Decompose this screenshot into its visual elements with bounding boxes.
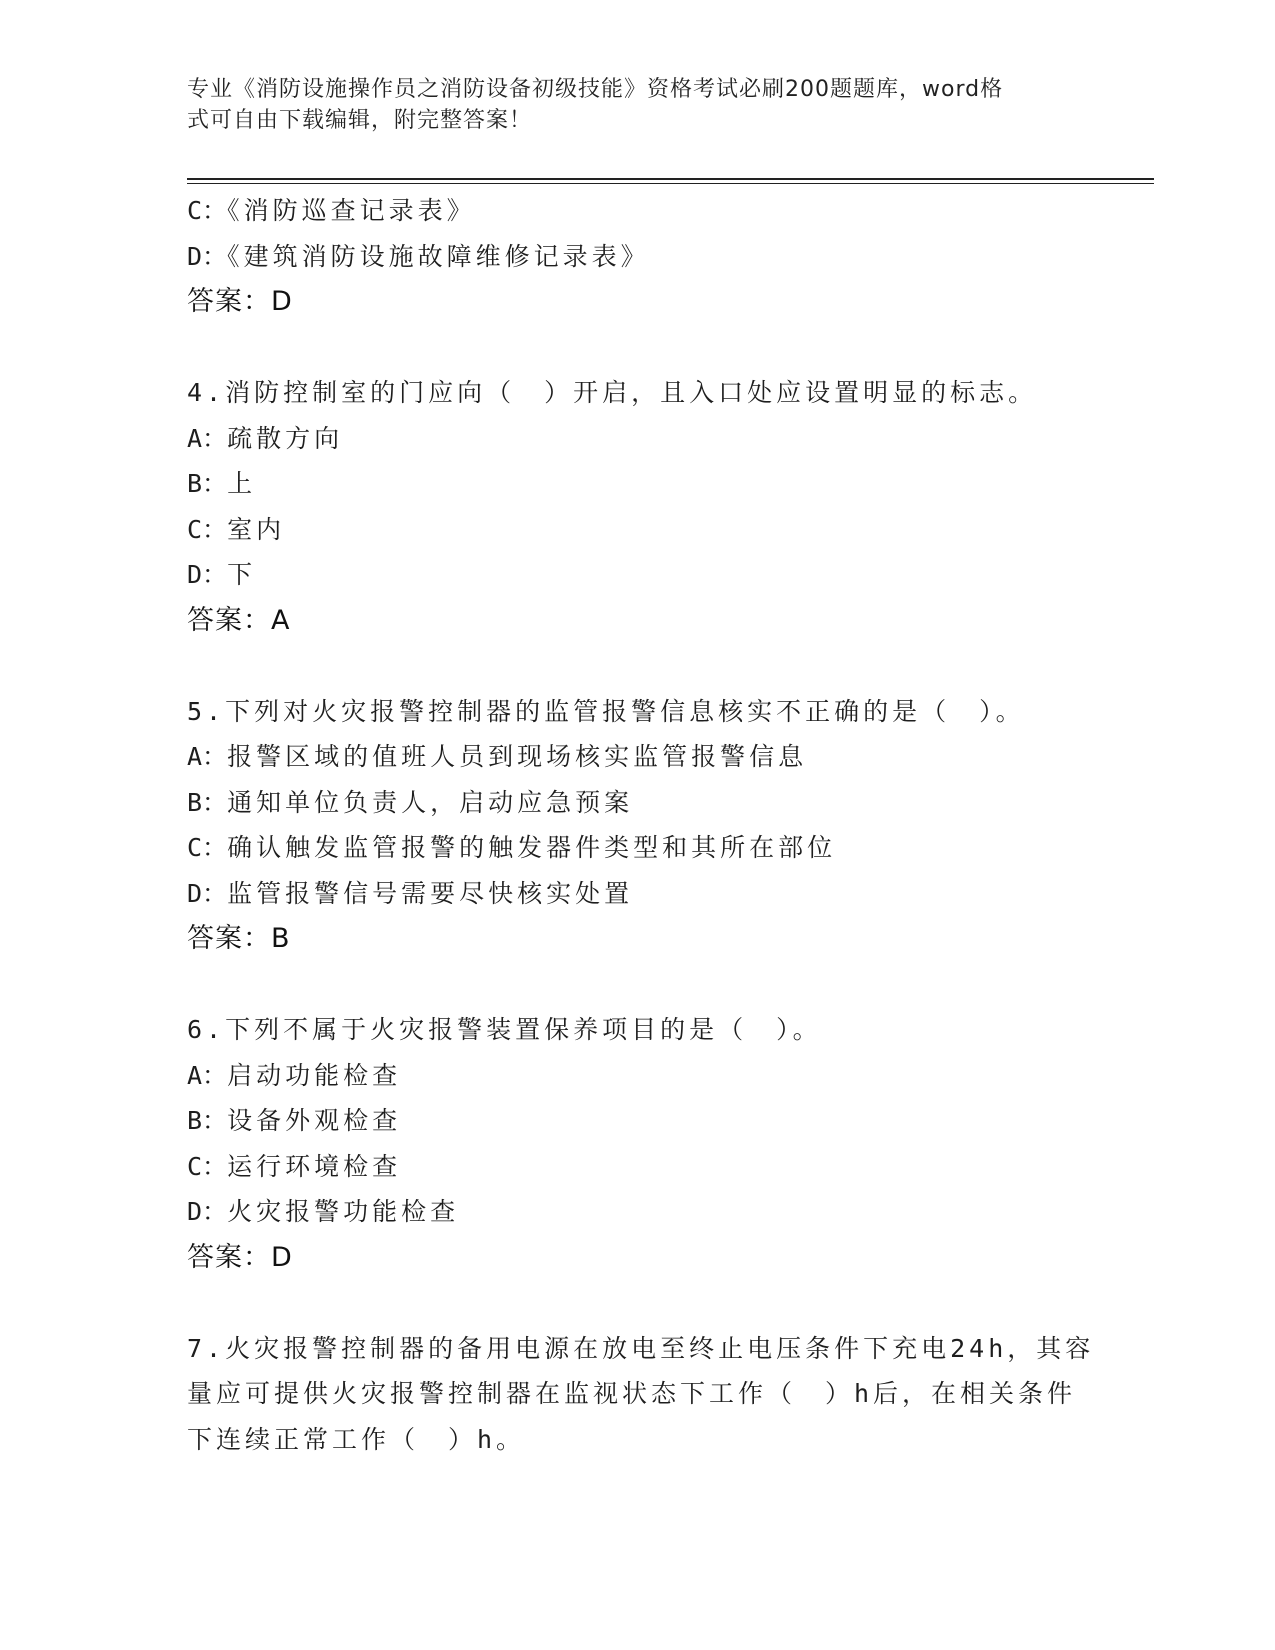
spacer <box>187 1280 1087 1326</box>
header-divider-thin <box>187 183 1154 184</box>
question-stem-line-3: 下连续正常工作（ ）h。 <box>187 1424 526 1454</box>
question-7 <box>187 1326 1095 1463</box>
question-stem: 5.下列对火灾报警控制器的监管报警信息核实不正确的是（ ）。 <box>187 696 1025 726</box>
question-stem-line-2: 量应可提供火灾报警控制器在监视状态下工作（ ）h后，在相关条件 <box>187 1379 1077 1408</box>
spacer <box>187 643 1087 689</box>
question-4 <box>187 370 1087 643</box>
option-d: D：下 <box>187 560 257 589</box>
answer-line: 答案：B <box>187 923 291 954</box>
question-stem: 4.消防控制室的门应向（ ）开启，且入口处应设置明显的标志。 <box>187 378 1038 407</box>
answer-line: 答案：D <box>187 286 293 317</box>
spacer <box>187 962 1087 1008</box>
document-header <box>187 74 1067 136</box>
header-divider-thick <box>187 178 1154 180</box>
question-stem-line-1: 7.火灾报警控制器的备用电源在放电至终止电压条件下充电24h，其容 <box>187 1333 1095 1363</box>
option-d: D：《建筑消防设施故障维修记录表》 <box>187 241 650 271</box>
answer-line: 答案：A <box>187 604 291 636</box>
option-a: A：疏散方向 <box>187 423 344 453</box>
option-b: B：设备外观检查 <box>187 1106 402 1135</box>
option-b: B：通知单位负责人，启动应急预案 <box>187 787 634 817</box>
option-a: A：启动功能检查 <box>187 1060 402 1090</box>
spacer <box>187 325 1087 371</box>
option-c: C：运行环境检查 <box>187 1151 402 1181</box>
question-list <box>187 188 1095 1462</box>
question-5 <box>187 689 1087 962</box>
question-stem: 6.下列不属于火灾报警装置保养项目的是（ ）。 <box>187 1015 822 1044</box>
option-d: D：火灾报警功能检查 <box>187 1197 460 1226</box>
option-a: A：报警区域的值班人员到现场核实监管报警信息 <box>187 742 808 771</box>
option-c: C：确认触发监管报警的触发器件类型和其所在部位 <box>187 833 837 862</box>
option-c: C：《消防巡查记录表》 <box>187 196 476 225</box>
header-intro-line-1: 专业《消防设施操作员之消防设备初级技能》资格考试必刷200题题库，word格 <box>187 77 1004 102</box>
question-6 <box>187 1007 1087 1280</box>
option-d: D：监管报警信号需要尽快核实处置 <box>187 878 634 908</box>
option-b: B：上 <box>187 469 257 498</box>
question-3 <box>187 188 1087 325</box>
header-intro-line-2: 式可自由下载编辑，附完整答案！ <box>187 108 533 133</box>
option-c: C：室内 <box>187 514 286 544</box>
answer-line: 答案：D <box>187 1241 293 1273</box>
